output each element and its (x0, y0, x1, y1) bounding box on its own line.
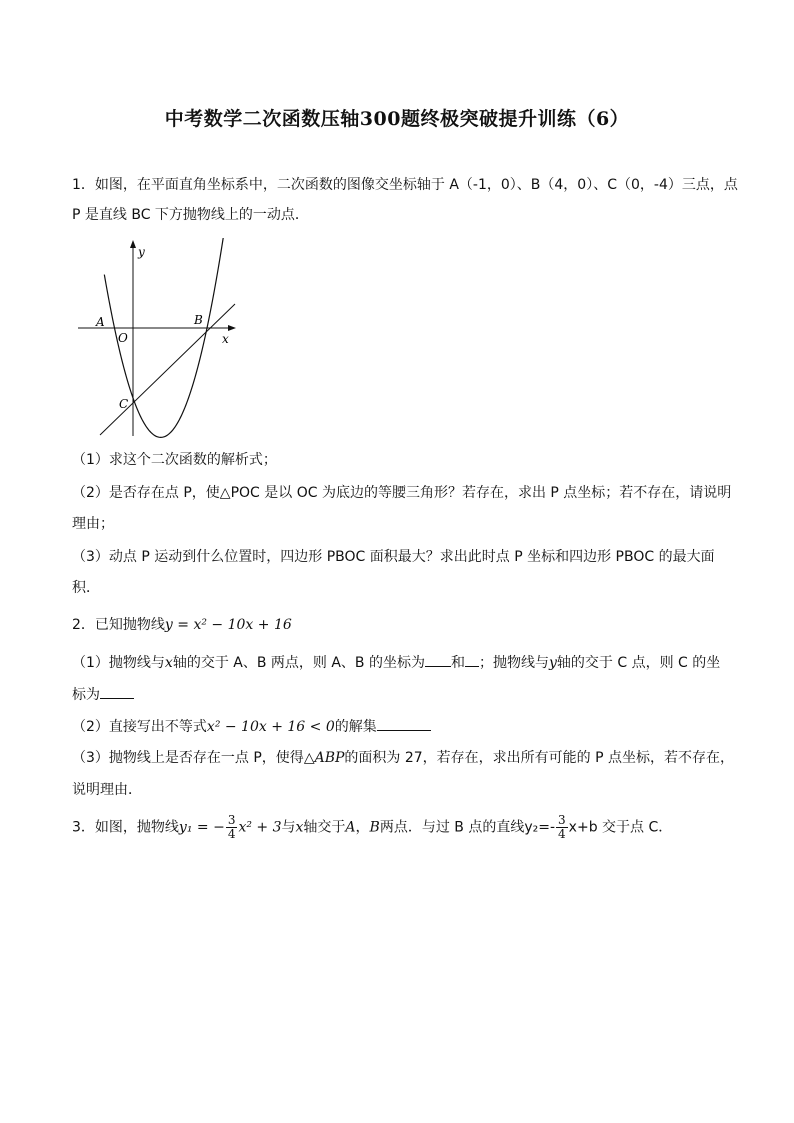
x-axis-arrow-icon (228, 325, 236, 331)
q3-y1: y₁ = − (178, 819, 225, 836)
q2-sub1-line2 (72, 684, 134, 705)
q1-sub3-line2: 积． (72, 580, 100, 596)
q2-intro-line (72, 615, 292, 635)
q3-text-b: 与 (281, 819, 296, 836)
q3-text-c: 轴交于 (303, 819, 346, 836)
q2-sub1-text-a: （1）抛物线与 (72, 655, 165, 671)
q2-sub3-line1 (72, 748, 734, 768)
q2-triangle: △ABP (303, 750, 345, 766)
q2-sub3-line2: 说明理由． (72, 782, 142, 798)
answer-blank-d[interactable] (377, 716, 431, 731)
point-c-label: C (119, 397, 129, 411)
q2-sub2-text-b: 的解集 (334, 719, 377, 735)
q3-text-a: 3．如图，抛物线 (72, 819, 179, 836)
q2-equation: y = x² − 10x + 16 (164, 617, 292, 633)
y-axis-label: y (138, 245, 145, 259)
q2-sub2-line (72, 716, 431, 737)
page-title: 中考数学二次函数压轴300题终极突破提升训练（6） (164, 108, 630, 130)
q3-frac1-den: 4 (227, 827, 236, 841)
q2-sub1-text-e: 标为 (72, 687, 100, 703)
q2-inequality: x² − 10x + 16 < 0 (206, 719, 335, 735)
q2-sub3-text-a: （3）抛物线上是否存在一点 P，使得 (72, 750, 304, 766)
q1-sub2-line1: （2）是否存在点 P，使△POC 是以 OC 为底边的等腰三角形？若存在，求出 P 点坐标；若不存在，请说明 (72, 485, 732, 501)
q2-sub3-text-b: 的面积为 27，若存在，求出所有可能的 P 点坐标，若不存在， (344, 750, 735, 766)
y-axis-arrow-icon (130, 240, 136, 248)
q2-sub2-text-a: （2）直接写出不等式 (72, 719, 207, 735)
q3-line (72, 814, 672, 841)
q2-intro: 2．已知抛物线 (72, 617, 165, 633)
answer-blank-c[interactable] (100, 684, 134, 699)
line-bc (100, 304, 235, 435)
answer-blank-b[interactable] (465, 652, 479, 667)
q3-rest1: x² + 3 (238, 819, 282, 836)
q3-point-b: B (369, 819, 380, 836)
q2-sub1-and: 和 (451, 655, 465, 671)
q2-sub1-text-c: ；抛物线与 (479, 655, 549, 671)
q1-sub1: （1）求这个二次函数的解析式； (72, 452, 277, 468)
q2-sub1-text-b: 轴的交于 A、B 两点，则 A、B 的坐标为 (172, 655, 425, 671)
q2-sub1-line1 (72, 652, 720, 673)
origin-label: O (118, 331, 128, 345)
q2-sub1-x: x (164, 655, 173, 671)
q2-sub1-y: y (549, 655, 557, 671)
q3-point-a: A (345, 819, 356, 836)
q3-fraction-2 (556, 814, 568, 841)
q1-parabola-figure (72, 238, 247, 438)
q3-y2: y₂=- (524, 819, 556, 836)
x-axis-label: x (222, 332, 229, 346)
q1-text-line2: P 是直线 BC 下方抛物线上的一动点． (72, 207, 309, 223)
q3-frac2-den: 4 (558, 827, 566, 841)
q2-sub1-text-d: 轴的交于 C 点，则 C 的坐 (556, 655, 721, 671)
q1-text-line1: 1．如图，在平面直角坐标系中，二次函数的图像交坐标轴于 A（-1，0）、B（4，0）、C（0，-4）三点，点 (72, 177, 738, 193)
q3-fraction-1 (226, 814, 238, 841)
point-a-label: A (96, 315, 105, 329)
q3-text-e: x+b 交于点 C． (568, 819, 673, 836)
point-b-label: B (194, 313, 203, 327)
q3-x: x (295, 819, 304, 836)
q1-sub2-line2: 理由； (72, 516, 114, 532)
q3-comma: ， (355, 819, 370, 836)
q3-frac2-num: 3 (558, 813, 566, 827)
q1-sub3-line1: （3）动点 P 运动到什么位置时，四边形 PBOC 面积最大？求出此时点 P 坐标和四边形 PBOC 的最大面 (72, 549, 715, 565)
q3-text-d: 两点．与过 B 点的直线 (379, 819, 525, 836)
answer-blank-a[interactable] (425, 652, 451, 667)
q3-frac1-num: 3 (227, 813, 236, 827)
